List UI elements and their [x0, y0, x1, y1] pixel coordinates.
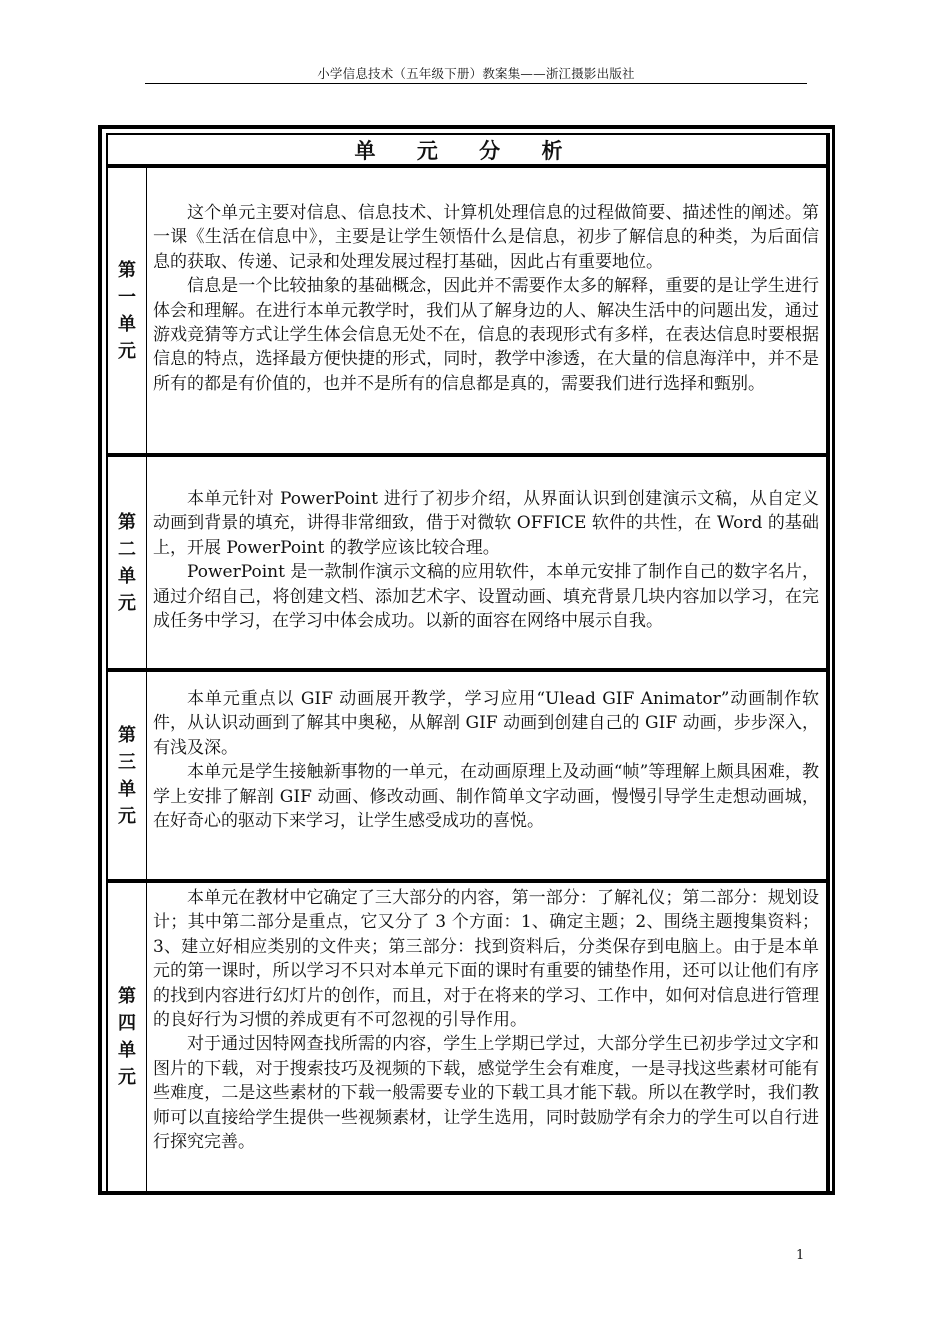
unit-row-2 [106, 457, 830, 668]
unit-row-3 [106, 672, 830, 879]
paragraph: 本单元是学生接触新事物的一单元，在动画原理上及动画“帧”等理解上颇具困难，教学上安排了解剖 GIF 动画、修改动画、制作简单文字动画，慢慢引导学生走想动画城，在好奇心的驱动下来学习，让学生感受成功的喜悦。 [153, 762, 819, 832]
paragraph: 对于通过因特网查找所需的内容，学生上学期已学过，大部分学生已初步学过文字和图片的下载，对于搜索技巧及视频的下载，感觉学生会有难度，一是寻找这些素材可能有些难度，二是这些素材的下载一般需要专业的下载工具才能下载。所以在教学时，我们教师可以直接给学生提供一些视频素材，让学生选用，同时鼓励学有余力的学生可以自行进行探究完善。 [153, 1034, 819, 1153]
unit-label-text: 第四单元 [118, 986, 136, 1088]
unit-content-2 [147, 457, 830, 668]
unit-label-2 [106, 457, 147, 668]
unit-content-1 [147, 168, 830, 453]
paragraph: PowerPoint 是一款制作演示文稿的应用软件，本单元安排了制作自己的数字名片，通过介绍自己，将创建文档、添加艺术字、设置动画、填充背景几块内容加以学习，在完成任务中学习，在学习中体会成功。以新的面容在网络中展示自我。 [153, 562, 819, 632]
paragraph: 本单元重点以 GIF 动画展开教学，学习应用“Ulead GIF Animator”动画制作软件，从认识动画到了解其中奥秘，从解剖 GIF 动画到创建自己的 GIF 动画，步步深入，有浅及深。 [153, 689, 819, 758]
paragraph: 这个单元主要对信息、信息技术、计算机处理信息的过程做简要、描述性的阐述。第一课《生活在信息中》，主要是让学生领悟什么是信息，初步了解信息的种类，为后面信息的获取、传递、记录和处理发展过程打基础，因此占有重要地位。 [153, 203, 819, 272]
paragraph: 本单元针对 PowerPoint 进行了初步介绍，从界面认识到创建演示文稿，从自定义动画到背景的填充，讲得非常细致，借于对微软 OFFICE 软件的共性，在 Word 的基础上，开展 PowerPoint 的教学应该比较合理。 [153, 489, 819, 558]
unit-row-1 [106, 168, 830, 453]
page-number: 1 [796, 1248, 805, 1263]
unit-label-1 [106, 168, 147, 453]
unit-row-4 [106, 883, 830, 1191]
page-header: 小学信息技术（五年级下册）教案集——浙江摄影出版社 [317, 66, 635, 81]
paragraph: 本单元在教材中它确定了三大部分的内容，第一部分：了解礼仪；第二部分：规划设计；其中第二部分是重点，它又分了 3 个方面：1、确定主题；2、围绕主题搜集资料；3、建立好相应类别的文件夹；第三部分：找到资料后，分类保存到电脑上。由于是本单元的第一课时，所以学习不只对本单元下面的课时有重要的铺垫作用，还可以让他们有序的找到内容进行幻灯片的创作，而且，对于在将来的学习、工作中，如何对信息进行管理的良好行为习惯的养成更有不可忽视的引导作用。 [153, 888, 819, 1031]
unit-label-text: 第三单元 [118, 724, 136, 827]
unit-label-4 [106, 883, 147, 1191]
unit-label-text: 第一单元 [118, 259, 136, 362]
header-rule [145, 83, 807, 84]
unit-label-text: 第二单元 [118, 511, 136, 614]
unit-content-4 [147, 883, 830, 1191]
paragraph: 信息是一个比较抽象的基础概念，因此并不需要作太多的解释，重要的是让学生进行体会和理解。在进行本单元教学时，我们从了解身边的人、解决生活中的问题出发，通过游戏竞猜等方式让学生体会信息无处不在，信息的表现形式有多样，在表达信息时要根据信息的特点，选择最方便快捷的形式，同时，教学中渗透，在大量的信息海洋中，并不是所有的都是有价值的，也并不是所有的信息都是真的，需要我们进行选择和甄别。 [153, 276, 819, 394]
unit-content-3 [147, 672, 830, 879]
unit-label-3 [106, 672, 147, 879]
table-title: 单 元 分 析 [106, 133, 830, 168]
